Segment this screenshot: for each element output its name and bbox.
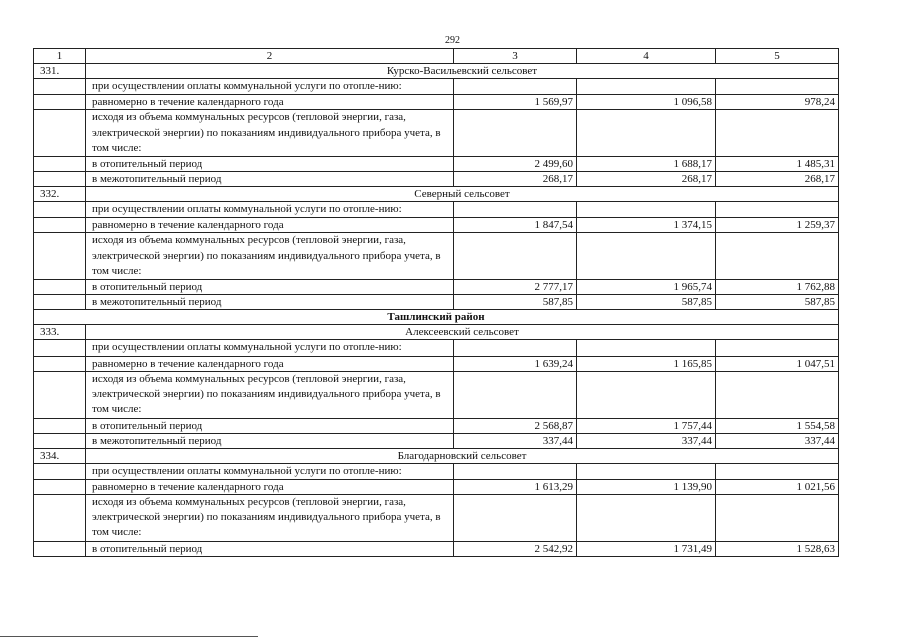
empty-cell [716, 110, 839, 157]
empty-cell [454, 110, 577, 157]
empty-cell [454, 233, 577, 280]
table-row [34, 280, 839, 295]
row-label-uniform: равномерно в течение календарного года [86, 479, 454, 494]
value-cell: 1 613,29 [454, 479, 577, 494]
table-row [34, 295, 839, 310]
table-row [34, 172, 839, 187]
settlement-name: Алексеевский сельсовет [86, 325, 839, 340]
value-cell: 587,85 [577, 295, 716, 310]
row-label-meter: исходя из объема коммунальных ресурсов (тепловой энергии, газа, электрической энергии) по показаниям индивидуального прибора учета, в том числе: [86, 233, 454, 280]
column-header: 1 [34, 49, 86, 64]
column-header: 2 [86, 49, 454, 64]
row-label-heating: в отопительный период [86, 157, 454, 172]
empty-cell [577, 463, 716, 479]
settlement-number: 334. [34, 448, 86, 463]
table-row [34, 79, 839, 95]
table-row [34, 233, 839, 280]
empty-cell [34, 541, 86, 556]
empty-cell [34, 233, 86, 280]
row-label-payment: при осуществлении оплаты коммунальной услуги по отопле-нию: [86, 202, 454, 218]
value-cell: 337,44 [577, 433, 716, 448]
table-row [34, 340, 839, 356]
table-row [34, 541, 839, 556]
empty-cell [34, 479, 86, 494]
empty-cell [34, 202, 86, 218]
value-cell: 1 528,63 [716, 541, 839, 556]
row-label-offseason: в межотопительный период [86, 433, 454, 448]
row-label-meter: исходя из объема коммунальных ресурсов (тепловой энергии, газа, электрической энергии) по показаниям индивидуального прибора учета, в том числе: [86, 494, 454, 541]
empty-cell [34, 172, 86, 187]
row-label-uniform: равномерно в течение календарного года [86, 95, 454, 110]
page-number: 292 [445, 35, 460, 46]
empty-cell [716, 202, 839, 218]
region-title: Ташлинский район [34, 310, 839, 325]
settlement-name: Курско-Васильевский сельсовет [86, 64, 839, 79]
value-cell: 2 542,92 [454, 541, 577, 556]
table-row [34, 157, 839, 172]
settlement-number: 333. [34, 325, 86, 340]
empty-cell [454, 494, 577, 541]
value-cell: 1 096,58 [577, 95, 716, 110]
value-cell: 268,17 [454, 172, 577, 187]
empty-cell [716, 371, 839, 418]
column-header-row [34, 49, 839, 64]
value-cell: 1 569,97 [454, 95, 577, 110]
row-label-payment: при осуществлении оплаты коммунальной услуги по отопле-нию: [86, 463, 454, 479]
value-cell: 337,44 [454, 433, 577, 448]
empty-cell [34, 418, 86, 433]
empty-cell [716, 494, 839, 541]
empty-cell [577, 340, 716, 356]
value-cell: 587,85 [716, 295, 839, 310]
empty-cell [34, 494, 86, 541]
value-cell: 1 259,37 [716, 218, 839, 233]
row-label-offseason: в межотопительный период [86, 295, 454, 310]
empty-cell [577, 202, 716, 218]
empty-cell [34, 371, 86, 418]
table-row [34, 202, 839, 218]
row-label-offseason: в межотопительный период [86, 172, 454, 187]
empty-cell [34, 340, 86, 356]
table-row [34, 356, 839, 371]
table-row [34, 110, 839, 157]
value-cell: 1 374,15 [577, 218, 716, 233]
value-cell: 1 047,51 [716, 356, 839, 371]
empty-cell [34, 463, 86, 479]
column-header: 4 [577, 49, 716, 64]
value-cell: 978,24 [716, 95, 839, 110]
settlement-row [34, 448, 839, 463]
table-row [34, 218, 839, 233]
settlement-row [34, 325, 839, 340]
empty-cell [34, 110, 86, 157]
value-cell: 268,17 [716, 172, 839, 187]
row-label-uniform: равномерно в течение календарного года [86, 218, 454, 233]
empty-cell [454, 79, 577, 95]
empty-cell [34, 218, 86, 233]
settlement-name: Северный сельсовет [86, 187, 839, 202]
empty-cell [716, 233, 839, 280]
row-label-meter: исходя из объема коммунальных ресурсов (тепловой энергии, газа, электрической энергии) по показаниям индивидуального прибора учета, в том числе: [86, 371, 454, 418]
value-cell: 1 731,49 [577, 541, 716, 556]
value-cell: 2 777,17 [454, 280, 577, 295]
row-label-payment: при осуществлении оплаты коммунальной услуги по отопле-нию: [86, 340, 454, 356]
row-label-heating: в отопительный период [86, 541, 454, 556]
value-cell: 2 499,60 [454, 157, 577, 172]
settlement-number: 331. [34, 64, 86, 79]
column-header: 3 [454, 49, 577, 64]
empty-cell [454, 463, 577, 479]
row-label-payment: при осуществлении оплаты коммунальной услуги по отопле-нию: [86, 79, 454, 95]
empty-cell [577, 494, 716, 541]
value-cell: 337,44 [716, 433, 839, 448]
value-cell: 1 485,31 [716, 157, 839, 172]
empty-cell [34, 295, 86, 310]
tariff-table [33, 48, 839, 557]
settlement-name: Благодарновский сельсовет [86, 448, 839, 463]
empty-cell [577, 233, 716, 280]
row-label-meter: исходя из объема коммунальных ресурсов (тепловой энергии, газа, электрической энергии) по показаниям индивидуального прибора учета, в том числе: [86, 110, 454, 157]
empty-cell [454, 340, 577, 356]
row-label-heating: в отопительный период [86, 418, 454, 433]
empty-cell [716, 340, 839, 356]
value-cell: 1 021,56 [716, 479, 839, 494]
empty-cell [454, 371, 577, 418]
row-label-heating: в отопительный период [86, 280, 454, 295]
table-row [34, 463, 839, 479]
table-row [34, 433, 839, 448]
value-cell: 1 757,44 [577, 418, 716, 433]
empty-cell [34, 79, 86, 95]
footer-rule [0, 636, 258, 637]
value-cell: 1 965,74 [577, 280, 716, 295]
value-cell: 587,85 [454, 295, 577, 310]
settlement-row [34, 64, 839, 79]
value-cell: 1 554,58 [716, 418, 839, 433]
empty-cell [454, 202, 577, 218]
value-cell: 1 639,24 [454, 356, 577, 371]
table-row [34, 371, 839, 418]
region-row [34, 310, 839, 325]
empty-cell [34, 433, 86, 448]
value-cell: 1 688,17 [577, 157, 716, 172]
table-row [34, 418, 839, 433]
value-cell: 1 139,90 [577, 479, 716, 494]
value-cell: 1 165,85 [577, 356, 716, 371]
settlement-row [34, 187, 839, 202]
table-row [34, 494, 839, 541]
empty-cell [34, 280, 86, 295]
empty-cell [34, 356, 86, 371]
table-row [34, 95, 839, 110]
empty-cell [34, 157, 86, 172]
empty-cell [577, 110, 716, 157]
value-cell: 1 847,54 [454, 218, 577, 233]
empty-cell [716, 79, 839, 95]
value-cell: 1 762,88 [716, 280, 839, 295]
empty-cell [577, 371, 716, 418]
empty-cell [716, 463, 839, 479]
column-header: 5 [716, 49, 839, 64]
empty-cell [34, 95, 86, 110]
row-label-uniform: равномерно в течение календарного года [86, 356, 454, 371]
value-cell: 268,17 [577, 172, 716, 187]
value-cell: 2 568,87 [454, 418, 577, 433]
settlement-number: 332. [34, 187, 86, 202]
table-row [34, 479, 839, 494]
empty-cell [577, 79, 716, 95]
